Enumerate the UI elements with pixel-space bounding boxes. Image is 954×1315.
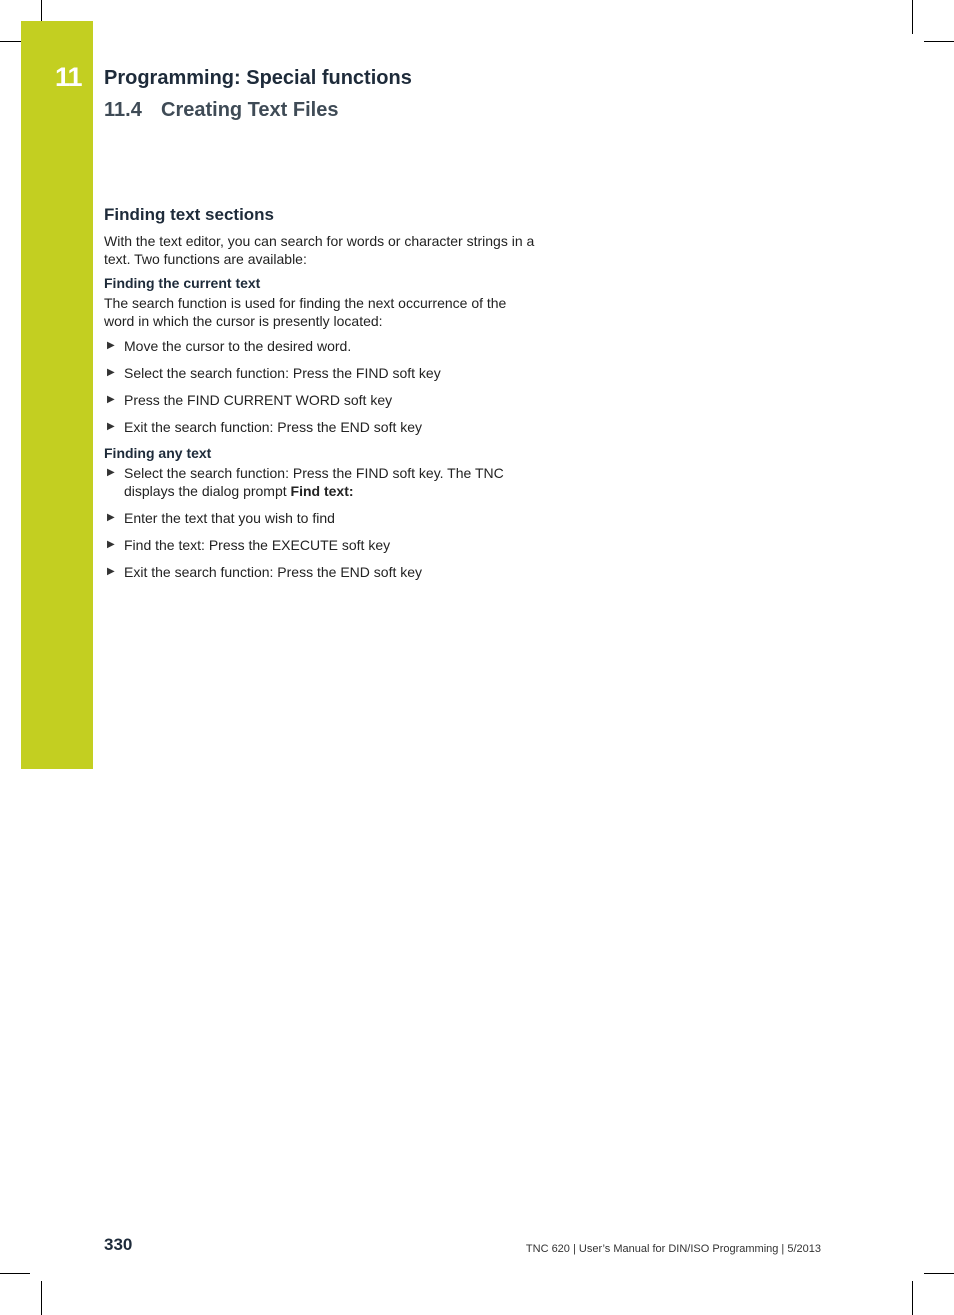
chapter-number: 11 bbox=[55, 62, 82, 92]
step-text: Move the cursor to the desired word. bbox=[124, 338, 352, 354]
bullet-arrow-icon: ▶ bbox=[107, 394, 115, 405]
step-text: Enter the text that you wish to find bbox=[124, 510, 335, 526]
current-text-description: The search function is used for finding the next occurrence of the word in which the cursor is presently located: bbox=[104, 295, 507, 329]
step-item bbox=[104, 563, 536, 581]
step-item bbox=[104, 337, 536, 355]
section-name: Creating Text Files bbox=[161, 99, 339, 121]
bullet-arrow-icon: ▶ bbox=[107, 367, 115, 378]
crop-mark bbox=[924, 41, 954, 42]
crop-mark bbox=[0, 1273, 30, 1274]
bullet-arrow-icon: ▶ bbox=[107, 512, 115, 523]
step-item bbox=[104, 464, 536, 500]
bullet-arrow-icon: ▶ bbox=[107, 467, 115, 478]
step-item bbox=[104, 536, 536, 554]
crop-mark bbox=[924, 1273, 954, 1274]
current-text-heading: Finding the current text bbox=[104, 275, 261, 291]
step-item bbox=[104, 418, 536, 436]
step-text: Select the search function: Press the FIND soft key. The TNC displays the dialog prompt bbox=[124, 465, 504, 499]
intro-paragraph: With the text editor, you can search for words or character strings in a text. Two functions are available: bbox=[104, 233, 535, 267]
current-text-steps bbox=[104, 337, 536, 436]
bullet-arrow-icon: ▶ bbox=[107, 340, 115, 351]
main-content bbox=[104, 205, 536, 590]
step-text: Exit the search function: Press the END soft key bbox=[124, 419, 423, 435]
any-text-heading: Finding any text bbox=[104, 445, 212, 461]
chapter-side-band bbox=[21, 21, 93, 769]
step-text: Exit the search function: Press the END soft key bbox=[124, 564, 423, 580]
step-item bbox=[104, 509, 536, 527]
step-item bbox=[104, 391, 536, 409]
step-text: Find the text: Press the EXECUTE soft key bbox=[124, 537, 391, 553]
section-title bbox=[104, 99, 338, 122]
bullet-arrow-icon: ▶ bbox=[107, 421, 115, 432]
footer-manual-info: TNC 620 | User’s Manual for DIN/ISO Programming | 5/2013 bbox=[525, 1243, 821, 1255]
step-text: Press the FIND CURRENT WORD soft key bbox=[124, 392, 393, 408]
bullet-arrow-icon: ▶ bbox=[107, 566, 115, 577]
section-number: 11.4 bbox=[104, 99, 142, 121]
bullet-arrow-icon: ▶ bbox=[107, 539, 115, 550]
crop-mark bbox=[41, 1281, 42, 1315]
content-heading: Finding text sections bbox=[104, 205, 275, 224]
crop-mark bbox=[912, 1281, 913, 1315]
page-number: 330 bbox=[104, 1235, 133, 1254]
chapter-title: Programming: Special functions bbox=[104, 67, 412, 89]
step-item bbox=[104, 364, 536, 382]
step-text: Select the search function: Press the FIND soft key bbox=[124, 365, 441, 381]
any-text-steps bbox=[104, 464, 536, 581]
crop-mark bbox=[912, 0, 913, 34]
dialog-prompt-text: Find text: bbox=[290, 483, 354, 499]
